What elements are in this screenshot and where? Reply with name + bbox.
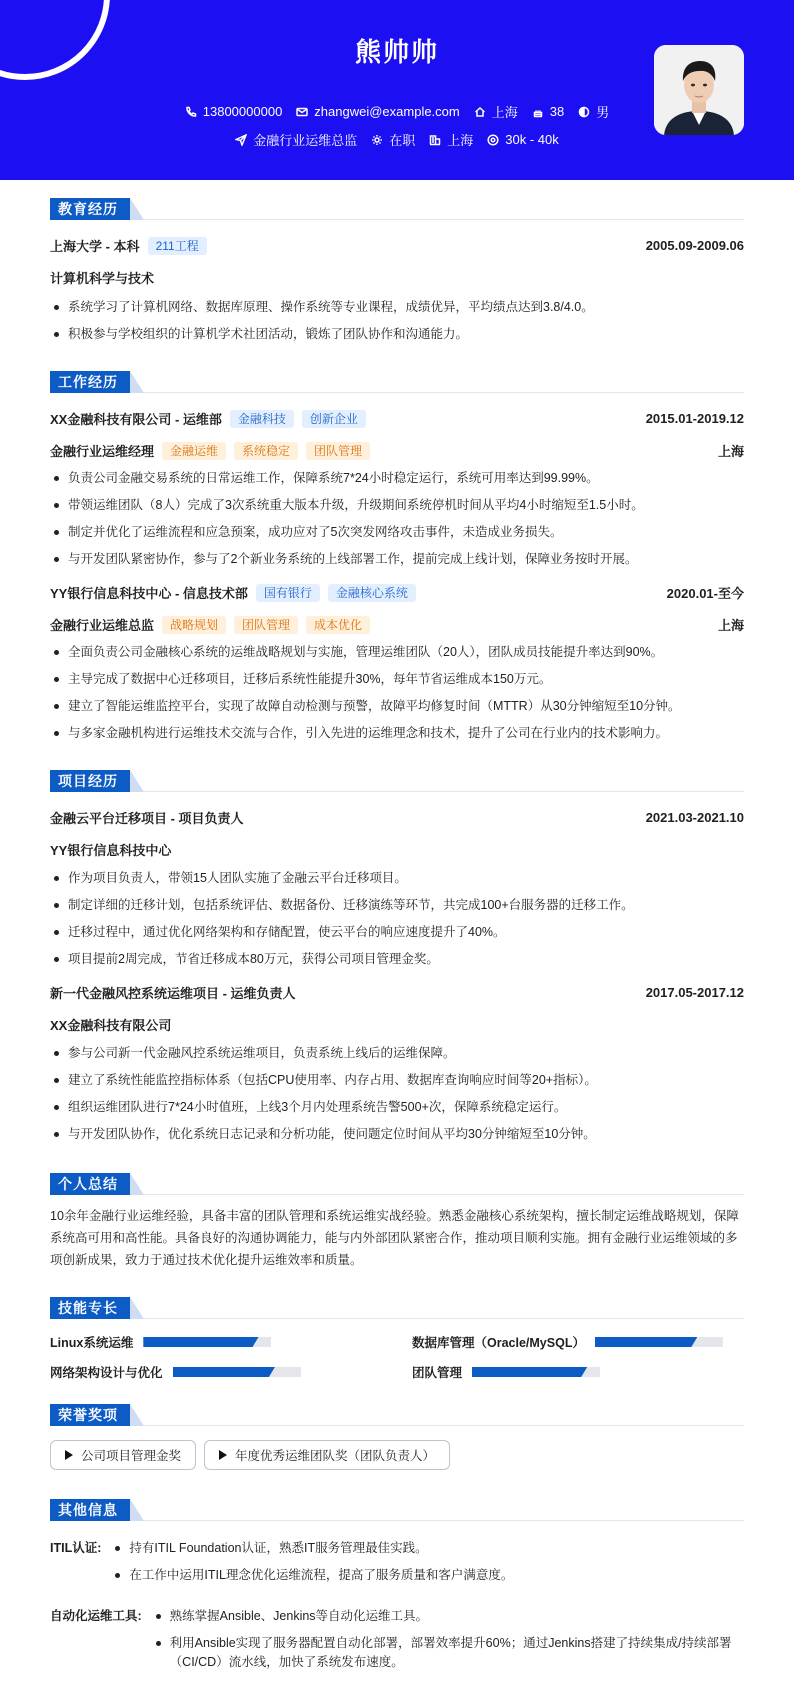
send-icon: [235, 134, 247, 146]
section-header: [50, 198, 744, 220]
skill-name: 网络架构设计与优化: [50, 1366, 163, 1380]
education-row: [50, 236, 744, 255]
company-tag: 金融核心系统: [328, 584, 416, 602]
list-item: 参与公司新一代金融风控系统运维项目，负责系统上线后的运维保障。: [50, 1044, 744, 1063]
mail-icon: [296, 106, 308, 118]
skill-bar: [173, 1367, 301, 1377]
email-text: zhangwei@example.com: [314, 104, 460, 119]
position-item: [235, 130, 357, 149]
section-header: [50, 1499, 744, 1521]
major-name: 计算机科学与技术: [50, 271, 155, 286]
school-name: 上海大学 - 本科: [50, 239, 140, 254]
skill-name: 团队管理: [412, 1366, 463, 1380]
project-org: YY银行信息科技中心: [50, 843, 172, 858]
summary-text: 10余年金融行业运维经验，具备丰富的团队管理和系统运维实战经验。熟悉金融核心系统架构，擅长制定运维战略规划，保障系统高可用和高性能。具备良好的沟通协调能力，能与内外部团队紧密合作，推动项目顺利实施。拥有金融行业运维领域的多项创新成果，致力于通过技术优化提升运维效率和质量。: [50, 1209, 739, 1267]
job-role: 金融行业运维经理: [50, 444, 155, 459]
awards-section: [50, 1404, 744, 1470]
list-item: 制定并优化了运维流程和应急预案，成功应对了5次突发网络攻击事件，未造成业务损失。: [50, 523, 744, 542]
skill-bar-fill: [173, 1367, 275, 1377]
email-item: [296, 102, 459, 121]
award-item: [204, 1440, 450, 1470]
resume-header: [0, 0, 794, 180]
job-period: 2020.01-至今: [666, 586, 744, 601]
job-period: 2015.01-2019.12: [645, 411, 744, 426]
list-item: 在工作中运用ITIL理念优化运维流程，提高了服务质量和客户满意度。: [111, 1566, 744, 1585]
other-label: ITIL认证:: [50, 1541, 102, 1555]
other-section: [50, 1499, 744, 1680]
phone-item: [185, 102, 283, 121]
role-tag: 战略规划: [162, 616, 226, 634]
summary-section: [50, 1173, 744, 1271]
job-bullets: [50, 643, 744, 743]
skill-item: [412, 1363, 744, 1381]
job-city: 上海: [717, 618, 744, 633]
list-item: 组织运维团队进行7*24小时值班，上线3个月内处理系统告警500+次，保障系统稳定运行。: [50, 1098, 744, 1117]
salary-text: 30k - 40k: [505, 132, 559, 147]
project-row: [50, 983, 744, 1002]
gender-icon: [578, 106, 590, 118]
age-text: 38: [549, 104, 565, 119]
skill-bar: [143, 1337, 271, 1347]
other-label: 自动化运维工具:: [50, 1609, 142, 1623]
gender-text: 男: [596, 105, 610, 120]
skills-section: [50, 1297, 744, 1381]
work-section: [50, 371, 744, 751]
list-item: 熟练掌握Ansible、Jenkins等自动化运维工具。: [152, 1607, 744, 1626]
phone-icon: [185, 106, 197, 118]
skill-name: 数据库管理（Oracle/MySQL）: [412, 1336, 585, 1350]
company-tag: 创新企业: [302, 410, 366, 428]
job-role-row: [50, 441, 744, 460]
company-tag: 国有银行: [256, 584, 320, 602]
award-label: 公司项目管理金奖: [81, 1449, 182, 1463]
project-org-row: [50, 1015, 744, 1034]
project-org-row: [50, 840, 744, 859]
list-item: 作为项目负责人，带领15人团队实施了金融云平台迁移项目。: [50, 869, 744, 888]
city-item: [429, 130, 473, 149]
education-title: 教育经历: [50, 198, 130, 220]
company-tag: 金融科技: [230, 410, 294, 428]
role-tag: 团队管理: [234, 616, 298, 634]
skills-title: 技能专长: [50, 1297, 130, 1319]
school-tag: 211工程: [148, 237, 207, 255]
position-text: 金融行业运维总监: [253, 133, 358, 148]
award-label: 年度优秀运维团队奖（团队负责人）: [235, 1449, 436, 1463]
project-row: [50, 808, 744, 827]
role-tag: 成本优化: [306, 616, 370, 634]
company-name: YY银行信息科技中心 - 信息技术部: [50, 586, 248, 601]
building-icon: [429, 134, 441, 146]
list-item: 负责公司金融交易系统的日常运维工作，保障系统7*24小时稳定运行，系统可用率达到99.99%。: [50, 469, 744, 488]
company-name: XX金融科技有限公司 - 运维部: [50, 412, 222, 427]
list-item: 与多家金融机构进行运维技术交流与合作，引入先进的运维理念和技术，提升了公司在行业内的技术影响力。: [50, 724, 744, 743]
home-icon: [474, 106, 486, 118]
list-item: 带领运维团队（8人）完成了3次系统重大版本升级，升级期间系统停机时间从平均4小时缩短至1.5小时。: [50, 496, 744, 515]
job-company-row: [50, 409, 744, 428]
section-header: [50, 770, 744, 792]
city-text: 上海: [447, 133, 474, 148]
summary-title: 个人总结: [50, 1173, 130, 1195]
section-header: [50, 1404, 744, 1426]
project-org: XX金融科技有限公司: [50, 1018, 172, 1033]
gear-icon: [371, 134, 383, 146]
location-text: 上海: [491, 105, 518, 120]
coin-icon: [487, 134, 499, 146]
salary-item: [487, 130, 558, 149]
list-item: 建立了系统性能监控指标体系（包括CPU使用率、内存占用、数据库查询响应时间等20+指标）。: [50, 1071, 744, 1090]
list-item: 系统学习了计算机网络、数据库原理、操作系统等专业课程，成绩优异，平均绩点达到3.8/4.0。: [50, 298, 744, 317]
list-item: 利用Ansible实现了服务器配置自动化部署，部署效率提升60%；通过Jenkins搭建了持续集成/持续部署（CI/CD）流水线，加快了系统发布速度。: [152, 1634, 744, 1672]
project-bullets: [50, 1044, 744, 1144]
list-item: 制定详细的迁移计划，包括系统评估、数据备份、迁移演练等环节，共完成100+台服务器的迁移工作。: [50, 896, 744, 915]
job-city: 上海: [717, 444, 744, 459]
skill-bar: [595, 1337, 723, 1347]
skill-bar-fill: [143, 1337, 258, 1347]
skill-name: Linux系统运维: [50, 1336, 134, 1350]
avatar-portrait: [654, 45, 744, 135]
job-bullets: [50, 469, 744, 569]
list-item: 全面负责公司金融核心系统的运维战略规划与实施，管理运维团队（20人），团队成员技能提升率达到90%。: [50, 643, 744, 662]
other-group: [50, 1607, 744, 1680]
awards-title: 荣誉奖项: [50, 1404, 130, 1426]
cake-icon: [532, 106, 544, 118]
award-item: [50, 1440, 196, 1470]
job-role: 金融行业运维总监: [50, 618, 155, 633]
phone-text: 13800000000: [202, 104, 283, 119]
skills-grid: [50, 1333, 744, 1381]
list-item: 积极参与学校组织的计算机学术社团活动，锻炼了团队协作和沟通能力。: [50, 325, 744, 344]
other-bullets: [152, 1607, 744, 1680]
awards-list: [50, 1440, 744, 1470]
list-item: 建立了智能运维监控平台，实现了故障自动检测与预警，故障平均修复时间（MTTR）从30分钟缩短至10分钟。: [50, 697, 744, 716]
play-icon: [219, 1450, 227, 1460]
skill-bar: [472, 1367, 600, 1377]
work-title: 工作经历: [50, 371, 130, 393]
other-bullets: [111, 1539, 744, 1593]
job-role-row: [50, 615, 744, 634]
other-title: 其他信息: [50, 1499, 130, 1521]
play-icon: [65, 1450, 73, 1460]
major-row: [50, 268, 744, 287]
age-item: [532, 102, 564, 121]
project-period: 2021.03-2021.10: [645, 810, 744, 825]
list-item: 与开发团队紧密协作，参与了2个新业务系统的上线部署工作，提前完成上线计划，保障业务按时开展。: [50, 550, 744, 569]
project-name: 新一代金融风控系统运维项目 - 运维负责人: [50, 986, 296, 1001]
candidate-name: 熊帅帅: [354, 37, 439, 67]
role-tag: 团队管理: [306, 442, 370, 460]
avatar: [654, 45, 744, 135]
projects-section: [50, 770, 744, 1152]
skill-bar-fill: [595, 1337, 697, 1347]
project-name: 金融云平台迁移项目 - 项目负责人: [50, 811, 244, 826]
section-header: [50, 1173, 744, 1195]
list-item: 与开发团队协作，优化系统日志记录和分析功能，使问题定位时间从平均30分钟缩短至10分钟。: [50, 1125, 744, 1144]
education-period: 2005.09-2009.06: [645, 238, 744, 253]
skill-item: [50, 1333, 382, 1351]
skill-item: [50, 1363, 382, 1381]
education-bullets: [50, 298, 744, 344]
section-header: [50, 371, 744, 393]
list-item: 项目提前2周完成，节省迁移成本80万元，获得公司项目管理金奖。: [50, 950, 744, 969]
section-header: [50, 1297, 744, 1319]
project-period: 2017.05-2017.12: [645, 985, 744, 1000]
job-company-row: [50, 583, 744, 602]
education-section: [50, 198, 744, 352]
other-group: [50, 1539, 744, 1593]
role-tag: 金融运维: [162, 442, 226, 460]
projects-title: 项目经历: [50, 770, 130, 792]
role-tag: 系统稳定: [234, 442, 298, 460]
project-bullets: [50, 869, 744, 969]
status-text: 在职: [389, 133, 416, 148]
list-item: 持有ITIL Foundation认证，熟悉IT服务管理最佳实践。: [111, 1539, 744, 1558]
skill-item: [412, 1333, 744, 1351]
gender-item: [578, 102, 609, 121]
location-item: [474, 102, 518, 121]
status-item: [371, 130, 415, 149]
list-item: 迁移过程中，通过优化网络架构和存储配置，使云平台的响应速度提升了40%。: [50, 923, 744, 942]
list-item: 主导完成了数据中心迁移项目，迁移后系统性能提升30%，每年节省运维成本150万元。: [50, 670, 744, 689]
skill-bar-fill: [472, 1367, 587, 1377]
